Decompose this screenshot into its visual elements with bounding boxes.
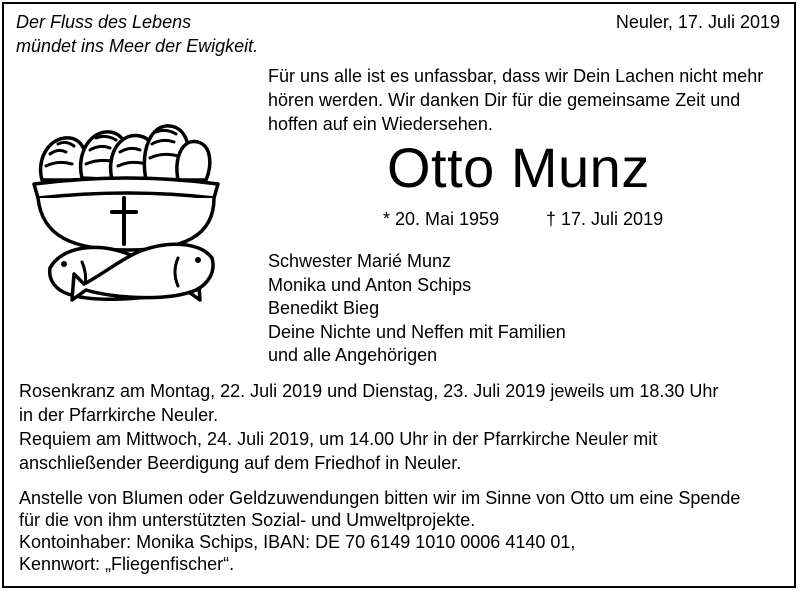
mourners-list	[268, 250, 566, 368]
intro-text	[268, 64, 763, 136]
intro-line: hoffen auf ein Wiedersehen.	[268, 114, 493, 134]
donation-line: Kennwort: „Fliegenfischer“.	[19, 554, 235, 574]
donation-line: Anstelle von Blumen oder Geldzuwendungen bitten wir im Sinne von Otto um eine Spende	[19, 488, 741, 508]
service-line: in der Pfarrkirche Neuler.	[19, 405, 219, 425]
donation-line: Kontoinhaber: Monika Schips, IBAN: DE 70 6149 1010 0006 4140 01,	[19, 532, 576, 552]
service-line: Rosenkranz am Montag, 22. Juli 2019 und Dienstag, 23. Juli 2019 jeweils um 18.30 Uhr	[19, 381, 719, 401]
bread-icon	[41, 126, 210, 180]
service-line: anschließender Beerdigung auf dem Friedhof in Neuler.	[19, 453, 462, 473]
service-line: Requiem am Mittwoch, 24. Juli 2019, um 14.00 Uhr in der Pfarrkirche Neuler mit	[19, 429, 658, 449]
bread-basket-cross-fish-icon	[28, 118, 232, 318]
birth-date: * 20. Mai 1959	[383, 209, 500, 229]
donation-info	[19, 487, 740, 575]
mourner: Benedikt Bieg	[268, 298, 380, 318]
mourner: Monika und Anton Schips	[268, 274, 472, 295]
intro-line: hören werden. Wir danken Dir für die gemeinsame Zeit und	[268, 90, 741, 110]
mourner: und alle Angehörigen	[268, 345, 438, 365]
mourner: Schwester Marié Munz	[268, 251, 452, 271]
intro-line: Für uns alle ist es unfassbar, dass wir Dein Lachen nicht mehr	[268, 66, 764, 86]
place-date: Neuler, 17. Juli 2019	[615, 12, 780, 32]
motto-line: Der Fluss des Lebens	[16, 12, 192, 32]
mourner: Deine Nichte und Neffen mit Familien	[268, 321, 566, 342]
death-date: † 17. Juli 2019	[546, 209, 664, 229]
motto	[16, 10, 258, 58]
motto-line: mündet ins Meer der Ewigkeit.	[16, 36, 259, 56]
service-info	[19, 379, 718, 475]
deceased-name: Otto Munz	[387, 136, 650, 199]
donation-line: für die von ihm unterstützten Sozial- und Umweltprojekte.	[19, 510, 476, 530]
fish-icon	[50, 244, 213, 300]
